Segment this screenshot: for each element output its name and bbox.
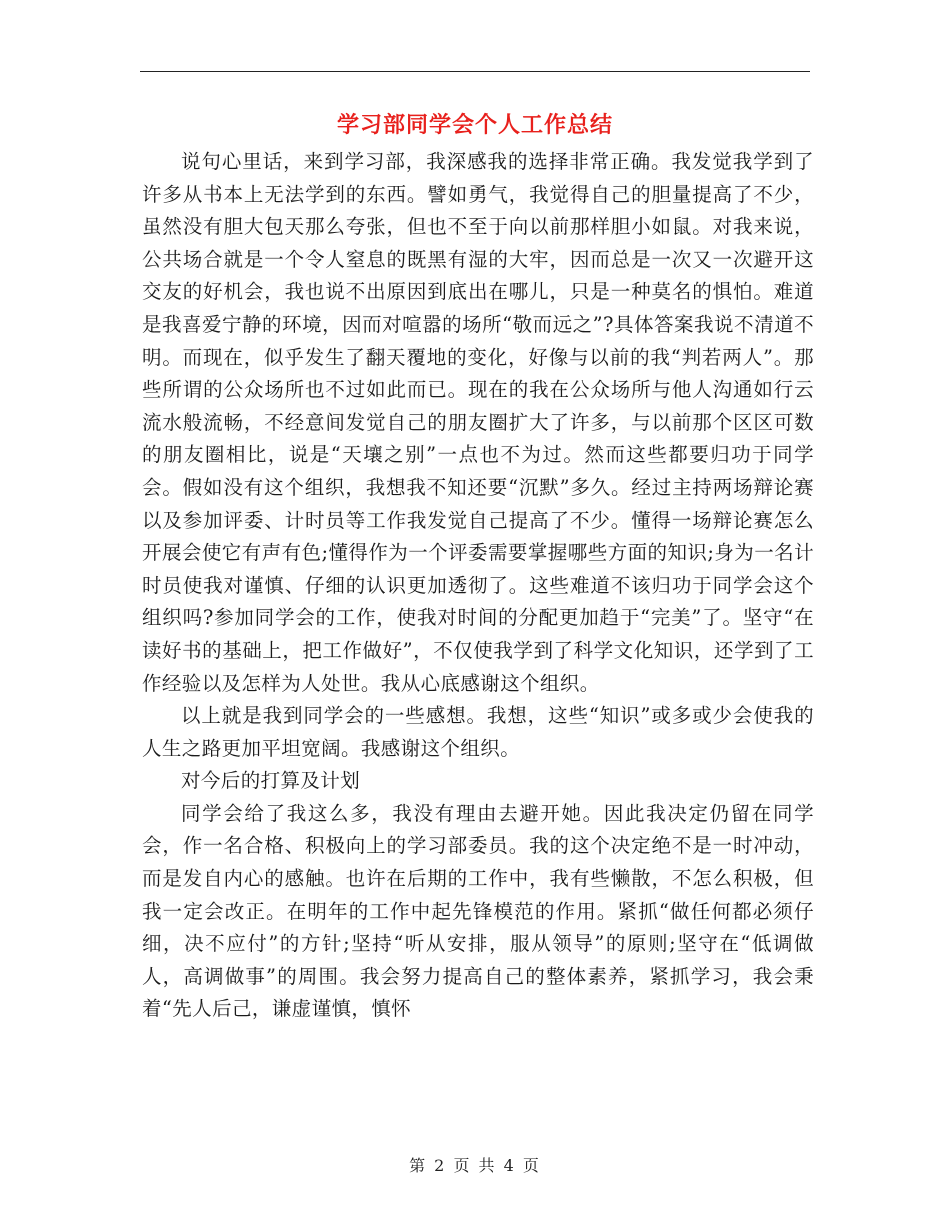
header-rule: [140, 71, 810, 72]
document-title: 学习部同学会个人工作总结: [336, 112, 613, 138]
section-heading: 对今后的打算及计划: [181, 769, 361, 793]
document-body: [142, 146, 814, 1026]
page-number: 第 2 页 共 4 页: [409, 1156, 541, 1175]
body-paragraph: 说句心里话，来到学习部，我深感我的选择非常正确。我发觉我学到了许多从书本上无法学到的东西。譬如勇气，我觉得自己的胆量提高了不少，虽然没有胆大包天那么夸张，但也不至于向以前那样胆小如鼠。对我来说，公共场合就是一个令人窒息的既黑有湿的大牢，因而总是一次又一次避开这交友的好机会，我也说不出原因到底出在哪儿，只是一种莫名的惧怕。难道是我喜爱宁静的环境，因而对喧嚣的场所“敬而远之”?具体答案我说不清道不明。而现在，似乎发生了翻天覆地的变化，好像与以前的我“判若两人”。那些所谓的公众场所也不过如此而已。现在的我在公众场所与他人沟通如行云流水般流畅，不经意间发觉自己的朋友圈扩大了许多，与以前那个区区可数的朋友圈相比，说是“天壤之别”一点也不为过。然而这些都要归功于同学会。假如没有这个组织，我想我不知还要“沉默”多久。经过主持两场辩论赛以及参加评委、计时员等工作我发觉自己提高了不少。懂得一场辩论赛怎么开展会使它有声有色;懂得作为一个评委需要掌握哪些方面的知识;身为一名计时员使我对谨慎、仔细的认识更加透彻了。这些难道不该归功于同学会这个组织吗?参加同学会的工作，使我对时间的分配更加趋于“完美”了。坚守“在读好书的基础上，把工作做好”，不仅使我学到了科学文化知识，还学到了工作经验以及怎样为人处世。我从心底感谢这个组织。: [142, 150, 814, 695]
body-paragraph: 同学会给了我这么多，我没有理由去避开她。因此我决定仍留在同学会，作一名合格、积极向上的学习部委员。我的这个决定绝不是一时冲动，而是发自内心的感触。也许在后期的工作中，我有些懒散，不怎么积极，但我一定会改正。在明年的工作中起先锋模范的作用。紧抓“做任何都必须仔细，决不应付”的方针;坚持“听从安排，服从领导”的原则;坚守在“低调做人，高调做事”的周围。我会努力提高自己的整体素养，紧抓学习，我会秉着“先人后己，谦虚谨慎，慎怀: [142, 801, 814, 1021]
body-paragraph: 以上就是我到同学会的一些感想。我想，这些“知识”或多或少会使我的人生之路更加平坦宽阔。我感谢这个组织。: [142, 704, 814, 760]
